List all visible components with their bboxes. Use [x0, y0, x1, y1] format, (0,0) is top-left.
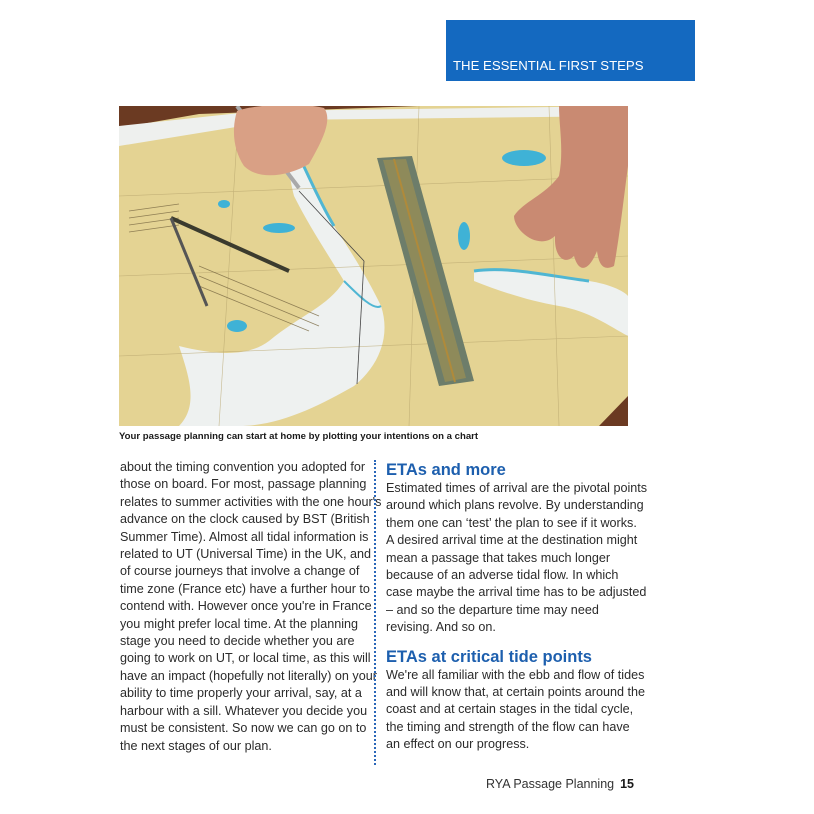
text-line: those on board. For most, passage planning: [120, 477, 367, 492]
publication-title: RYA Passage Planning: [486, 777, 615, 791]
body-paragraph: [120, 459, 382, 755]
body-paragraph: [386, 667, 646, 754]
text-line: you might prefer local time. At the planning: [120, 616, 359, 631]
text-line: harbour with a sill. Whatever you decide you: [120, 703, 368, 718]
text-line: of course journeys that involve a change of: [120, 564, 360, 579]
page-number: 15: [620, 777, 635, 791]
right-column: [386, 460, 646, 754]
text-line: the next stages of our plan.: [120, 738, 272, 753]
section-banner: [446, 20, 695, 81]
left-column: [120, 459, 382, 755]
text-line: an effect on our progress.: [386, 737, 530, 752]
page-footer: [486, 777, 635, 791]
photo-illustration: [119, 106, 628, 426]
text-line: around which plans revolve. By understanding: [386, 498, 644, 513]
text-line: time zone (France etc) have a further hour to: [120, 581, 370, 596]
text-line: We're all familiar with the ebb and flow of tides: [386, 667, 645, 682]
text-line: related to UT (Universal Time) in the UK, and: [120, 547, 372, 562]
text-line: going to work on UT, or local time, as this will: [120, 651, 371, 666]
text-line: case maybe the arrival time has to be adjusted: [386, 585, 647, 600]
text-line: must be consistent. So now we can go on to: [120, 721, 367, 736]
section-title: THE ESSENTIAL FIRST STEPS: [453, 58, 644, 73]
photo-caption: Your passage planning can start at home by plotting your intentions on a chart: [119, 431, 479, 442]
text-line: stage you need to decide whether you are: [120, 634, 355, 649]
body-paragraph: [386, 480, 646, 637]
text-line: advance on the clock caused by BST (British: [120, 512, 370, 527]
text-line: Summer Time). Almost all tidal information is: [120, 529, 369, 544]
text-line: the timing and strength of the flow can have: [386, 719, 630, 734]
chart-plotting-photo: [119, 106, 628, 426]
text-line: revising. And so on.: [386, 620, 496, 635]
text-line: – and so the departure time may need: [386, 602, 599, 617]
text-line: relates to summer activities with the one hour's: [120, 494, 382, 509]
text-line: ability to time properly your arrival, say, at a: [120, 686, 362, 701]
text-line: A desired arrival time at the destination might: [386, 533, 638, 548]
text-line: have an impact (hopefully not literally) on your: [120, 668, 377, 683]
text-line: and will know that, at certain points around the: [386, 685, 646, 700]
text-line: mean a passage that takes much longer: [386, 550, 611, 565]
section-heading-etas-critical-tide-points: ETAs at critical tide points: [386, 647, 592, 666]
text-line: them one can ‘test’ the plan to see if it works.: [386, 515, 637, 530]
text-line: coast and at certain stages in the tidal cycle,: [386, 702, 634, 717]
text-line: about the timing convention you adopted for: [120, 460, 366, 474]
column-divider: [374, 460, 376, 765]
section-heading-etas-and-more: ETAs and more: [386, 461, 506, 479]
text-line: Estimated times of arrival are the pivotal points: [386, 481, 648, 495]
text-line: contend with. However once you're in France: [120, 599, 372, 614]
text-line: because of an adverse tidal flow. In which: [386, 568, 619, 583]
